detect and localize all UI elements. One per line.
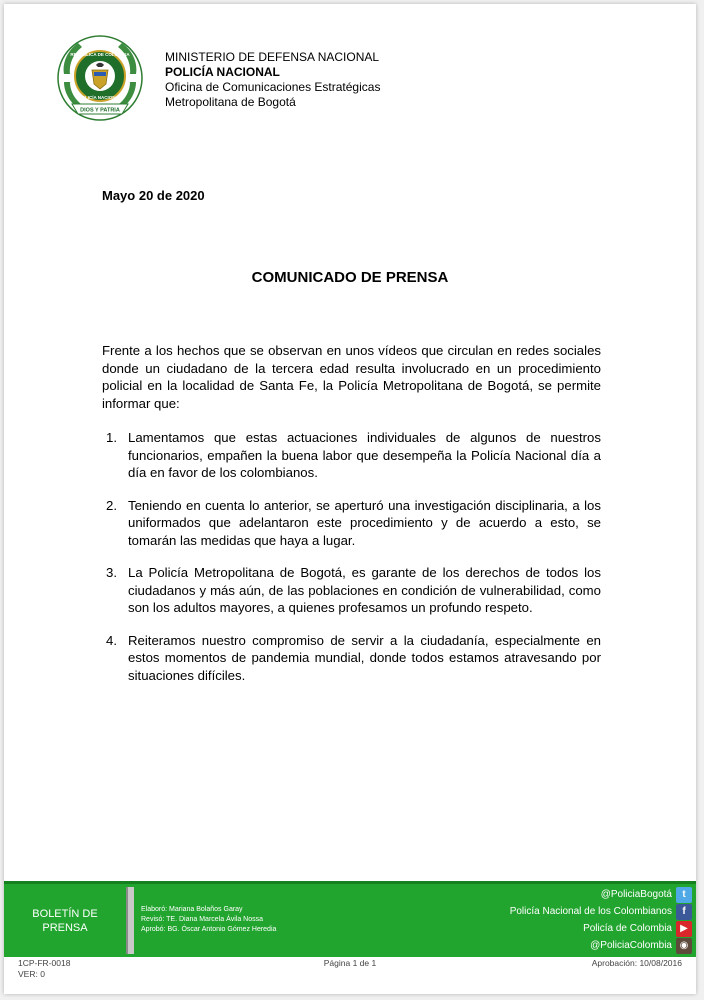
page-number: Página 1 de 1 — [323, 958, 377, 968]
office-name: Oficina de Comunicaciones Estratégicas — [165, 80, 381, 94]
document-date: Mayo 20 de 2020 — [102, 188, 205, 203]
credit-reviso: Revisó: TE. Diana Marcela Ávila Nossa — [141, 916, 264, 923]
social-label: Policía Nacional de los Colombianos — [509, 906, 672, 917]
statement-point — [102, 497, 601, 550]
statement-point — [102, 564, 601, 617]
logo-text-bottom: POLICÍA NACIONAL — [78, 95, 122, 100]
social-links — [510, 886, 692, 954]
statement-point — [102, 429, 601, 482]
form-version: VER: 0 — [18, 969, 45, 979]
footer-divider — [126, 887, 134, 954]
twitter-icon: t — [676, 887, 692, 903]
social-twitter[interactable] — [510, 886, 692, 903]
form-code-number: 1CP-FR-0018 — [18, 958, 71, 968]
intro-paragraph: Frente a los hechos que se observan en unos vídeos que circulan en redes sociales donde un ciudadano de la tercera edad resulta involucrado en un procedimiento policial en la localidad de Santa Fe, la Policía Metropolitana de Bogotá, se permite informar que: — [102, 343, 601, 411]
bulletin-label-line1: BOLETÍN DE — [32, 907, 98, 920]
logo-text-top: REPÚBLICA DE COLOMBIA — [70, 52, 130, 57]
social-label: @PoliciaBogotá — [600, 889, 672, 900]
point-text: La Policía Metropolitana de Bogotá, es garante de los derechos de todos los ciudadanos y más aún, de las poblaciones en condición de vulnerabilidad, como son los adultos mayores, a quienes profesamos un profundo respeto. — [128, 565, 601, 615]
footer-band — [4, 881, 696, 957]
youtube-icon: ▶ — [676, 921, 692, 937]
facebook-icon: f — [676, 904, 692, 920]
credit-aprobo: Aprobó: BG. Óscar Antonio Gómez Heredia — [141, 926, 277, 933]
point-text: Teniendo en cuenta lo anterior, se aperturó una investigación disciplinaria, a los uniformados que adelantaron este procedimiento y de acuerdo a esto, se tomarán las medidas que haya a lugar. — [128, 497, 601, 548]
bulletin-label-line2: PRENSA — [42, 921, 88, 934]
point-number: 4. — [106, 632, 117, 648]
approval-date: Aprobación: 10/08/2016 — [591, 958, 682, 968]
social-instagram[interactable] — [510, 937, 692, 954]
bulletin-label — [4, 884, 126, 957]
credit-elaboro: Elaboró: Mariana Bolaños Garay — [141, 906, 243, 913]
document-title: COMUNICADO DE PRENSA — [251, 269, 449, 286]
point-number: 1. — [106, 430, 117, 445]
ministry-name: MINISTERIO DE DEFENSA NACIONAL — [165, 50, 380, 64]
social-youtube[interactable] — [510, 920, 692, 937]
unit-name: Metropolitana de Bogotá — [165, 95, 296, 109]
agency-name: POLICÍA NACIONAL — [165, 65, 280, 79]
police-crest-logo — [56, 34, 144, 122]
point-text: Lamentamos que estas actuaciones individuales de algunos de nuestros funcionarios, empañen la buena labor que desempeña la Policía Nacional día a día en favor de los colombianos. — [128, 430, 601, 480]
point-number: 3. — [106, 565, 117, 580]
footer-credits — [141, 905, 276, 935]
point-number: 2. — [106, 497, 117, 513]
document-page — [4, 4, 696, 994]
social-facebook[interactable] — [510, 903, 692, 920]
instagram-icon: ◉ — [676, 938, 692, 954]
logo-motto: DIOS Y PATRIA — [80, 107, 120, 114]
letterhead — [165, 50, 380, 110]
social-label: Policía de Colombia — [583, 923, 672, 934]
point-text: Reiteramos nuestro compromiso de servir a la ciudadanía, especialmente en estos momentos de pandemia mundial, donde todos estamos atravesando por situaciones difíciles. — [128, 632, 601, 683]
social-label: @PoliciaColombia — [590, 940, 672, 951]
statement-points — [102, 429, 601, 699]
statement-point — [102, 632, 601, 685]
